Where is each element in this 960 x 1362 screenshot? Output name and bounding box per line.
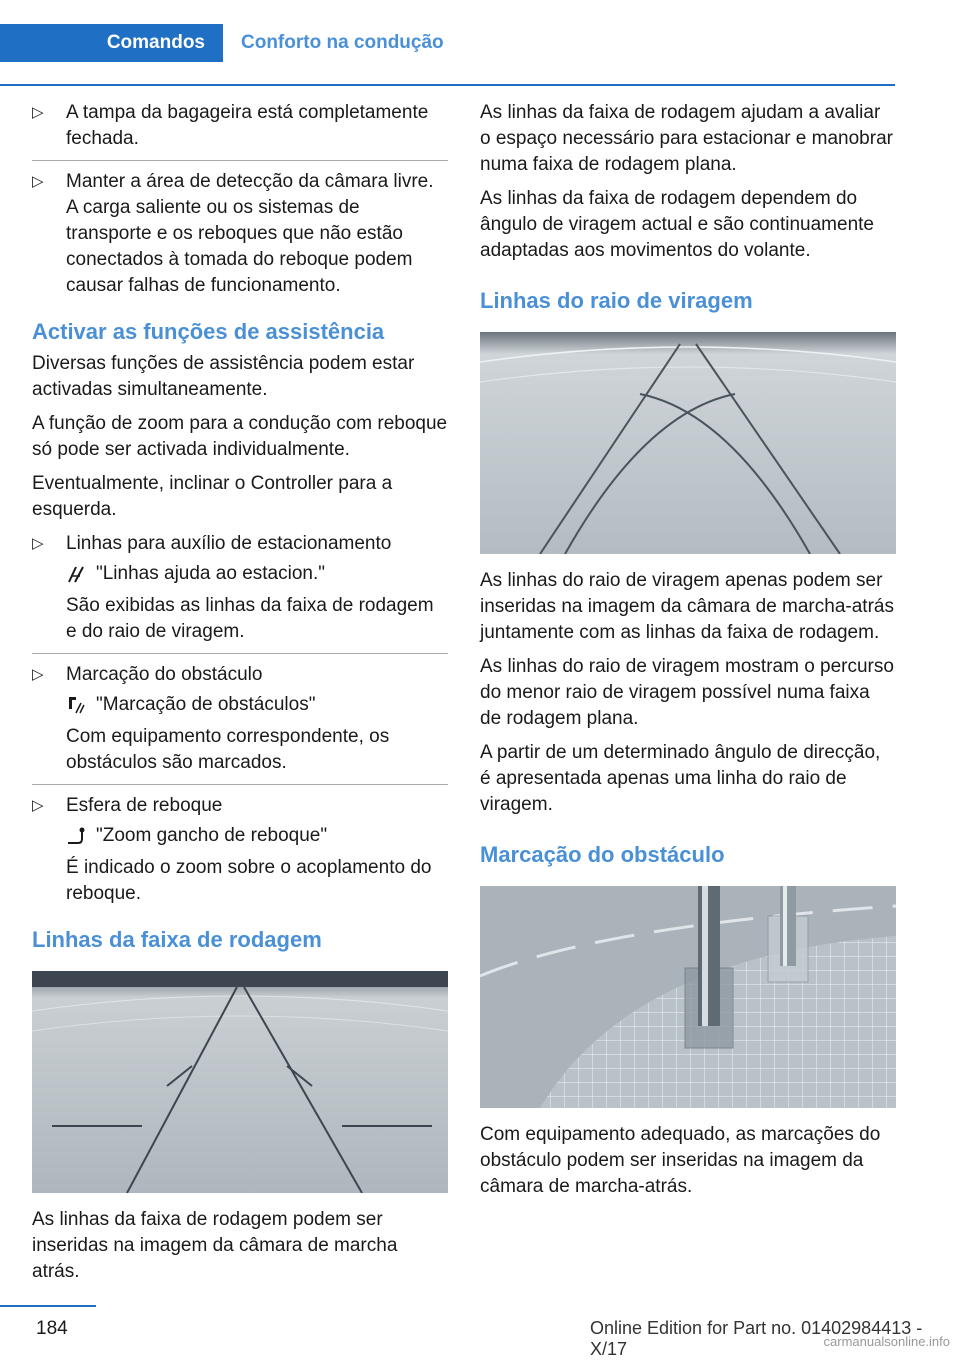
triangle-bullet-icon: ▷: [32, 797, 44, 814]
paragraph: A função de zoom para a condução com reboque só pode ser activada individualmente.: [32, 413, 448, 460]
divider: [32, 653, 448, 654]
bullet-parking-lines: [32, 531, 448, 645]
right-column: [480, 100, 896, 1208]
bullet-tailgate: [32, 100, 448, 152]
turning-radius-illustration: [480, 332, 896, 554]
obstacle-marking-illustration: [480, 886, 896, 1108]
tow-hitch-icon: [66, 826, 86, 846]
paragraph: A partir de um determinado ângulo de direcção, é apresentada apenas uma linha do raio de viragem.: [480, 742, 881, 815]
footer-rule: [0, 1305, 96, 1307]
paragraph: Eventualmente, inclinar o Controller para a esquerda.: [32, 473, 393, 520]
parking-lines-icon: [66, 564, 86, 584]
divider: [32, 784, 448, 785]
watermark: carmanualsonline.info: [823, 1334, 950, 1349]
header-tabs: [0, 24, 895, 62]
heading-obstacle-marking: Marcação do obstáculo: [480, 842, 725, 867]
obstacle-marking-icon: [66, 695, 86, 715]
triangle-bullet-icon: ▷: [32, 104, 44, 121]
bullet-title: Esfera de reboque: [66, 795, 223, 816]
bullet-desc: São exibidas as linhas da faixa de rodagem e do raio de viragem.: [66, 595, 434, 642]
lane-lines-illustration: [32, 971, 448, 1193]
menu-item-obstacle-marking[interactable]: "Marcação de obstáculos": [96, 694, 316, 715]
left-column: [32, 100, 448, 1293]
triangle-bullet-icon: ▷: [32, 666, 44, 683]
paragraph: Diversas funções de assistência podem estar activadas simultaneamente.: [32, 353, 415, 400]
bullet-obstacle: [32, 662, 448, 776]
tab-conforto[interactable]: Conforto na condução: [223, 24, 895, 62]
menu-item-tow-hitch-zoom[interactable]: "Zoom gancho de reboque": [96, 825, 328, 846]
edition-text: Online Edition for Part no. 01402984413 - X/17: [590, 1318, 923, 1359]
triangle-bullet-icon: ▷: [32, 173, 44, 190]
heading-lane-lines: Linhas da faixa de rodagem: [32, 927, 322, 952]
paragraph: As linhas do raio de viragem apenas podem ser inseridas na imagem da câmara de marcha-atrás juntamente com as linhas da faixa de rodagem.: [480, 570, 894, 643]
bullet-text: A tampa da bagageira está completamente fechada.: [66, 102, 429, 149]
heading-turning-radius: Linhas do raio de viragem: [480, 288, 753, 313]
divider: [32, 160, 448, 161]
bullet-text: Manter a área de detecção da câmara livre. A carga saliente ou os sistemas de transporte e os reboques que não estão conectados à tomada do reboque podem causar falhas de funcionamento.: [66, 171, 434, 296]
triangle-bullet-icon: ▷: [32, 535, 44, 552]
page-number: 184: [36, 1318, 68, 1339]
header-rule: [0, 84, 895, 86]
bullet-camera-area: [32, 169, 448, 299]
paragraph: As linhas do raio de viragem mostram o percurso do menor raio de viragem possível numa faixa de rodagem plana.: [480, 656, 894, 729]
paragraph: As linhas da faixa de rodagem dependem do ângulo de viragem actual e são continuamente adaptadas aos movimentos do volante.: [480, 188, 874, 261]
bullet-desc: Com equipamento correspondente, os obstáculos são marcados.: [66, 726, 390, 773]
paragraph: As linhas da faixa de rodagem ajudam a avaliar o espaço necessário para estacionar e manobrar numa faixa de rodagem plana.: [480, 102, 893, 175]
bullet-title: Linhas para auxílio de estacionamento: [66, 533, 392, 554]
caption-lane-lines: As linhas da faixa de rodagem podem ser inseridas na imagem da câmara de marcha atrás.: [32, 1209, 398, 1282]
bullet-desc: É indicado o zoom sobre o acoplamento do reboque.: [66, 857, 432, 904]
tab-comandos[interactable]: Comandos: [0, 24, 223, 62]
menu-item-parking-lines[interactable]: "Linhas ajuda ao estacion.": [96, 563, 325, 584]
bullet-tow-ball: [32, 793, 448, 907]
heading-activate-assist: Activar as funções de assistência: [32, 319, 385, 344]
bullet-title: Marcação do obstáculo: [66, 664, 263, 685]
caption-obstacle-marking: Com equipamento adequado, as marcações do obstáculo podem ser inseridas na imagem da câmara de marcha-atrás.: [480, 1124, 881, 1197]
